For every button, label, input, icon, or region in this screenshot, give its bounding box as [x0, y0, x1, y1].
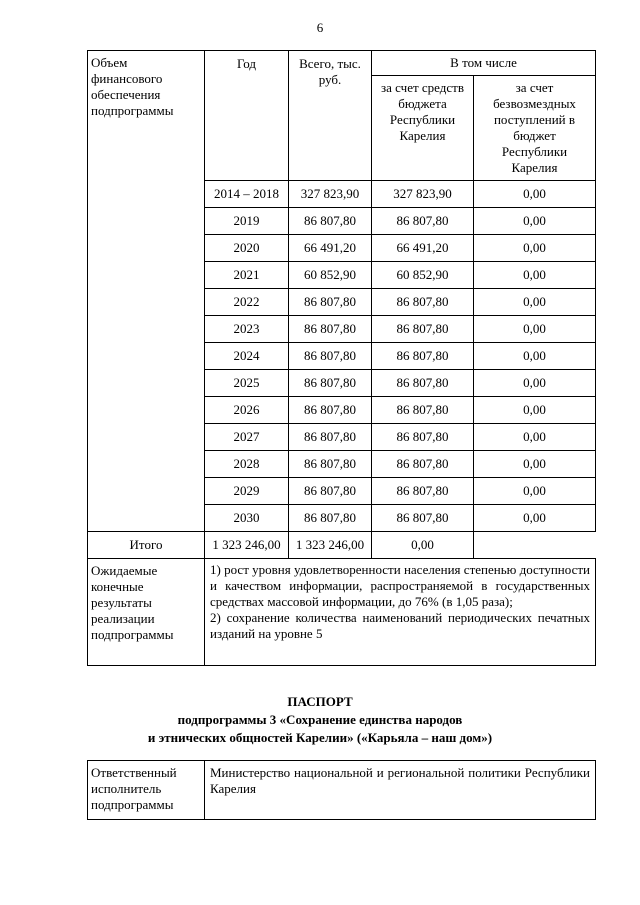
cell-budget: 86 807,80	[372, 316, 474, 343]
passport-subtitle-line2: и этнических общностей Карелии» («Карьяла – наш дом»)	[147, 730, 493, 745]
cell-grants: 0,00	[372, 532, 474, 559]
cell-grants: 0,00	[474, 451, 596, 478]
cell-grants: 0,00	[474, 289, 596, 316]
cell-total: 86 807,80	[289, 424, 372, 451]
cell-year: 2014 – 2018	[205, 181, 289, 208]
cell-grants: 0,00	[474, 478, 596, 505]
cell-total: 86 807,80	[289, 478, 372, 505]
cell-year: 2019	[205, 208, 289, 235]
cell-budget: 86 807,80	[372, 208, 474, 235]
cell-grants: 0,00	[474, 397, 596, 424]
table-row	[88, 532, 596, 559]
cell-total: 86 807,80	[289, 316, 372, 343]
cell-grants: 0,00	[474, 262, 596, 289]
cell-year: 2028	[205, 451, 289, 478]
cell-total: 1 323 246,00	[205, 532, 289, 559]
cell-year: 2026	[205, 397, 289, 424]
cell-budget: 327 823,90	[372, 181, 474, 208]
cell-year: 2025	[205, 370, 289, 397]
cell-grants: 0,00	[474, 316, 596, 343]
finance-label: Объем финансового обеспечения подпрограммы	[88, 51, 205, 532]
header-budget: за счет средств бюджета Республики Карелия	[372, 76, 474, 181]
cell-grants: 0,00	[474, 235, 596, 262]
cell-grants: 0,00	[474, 208, 596, 235]
result-item: 2) сохранение количества наименований периодических печатных изданий на уровне 5	[210, 610, 590, 641]
responsible-table	[87, 760, 596, 820]
cell-year: 2027	[205, 424, 289, 451]
page-number: 6	[316, 20, 324, 35]
header-including: В том числе	[372, 51, 596, 76]
cell-budget: 86 807,80	[372, 451, 474, 478]
cell-year: 2022	[205, 289, 289, 316]
header-year: Год	[205, 51, 289, 181]
passport-subtitle-line1: подпрограммы 3 «Сохранение единства народов	[177, 712, 463, 727]
cell-budget: 86 807,80	[372, 289, 474, 316]
cell-year: 2021	[205, 262, 289, 289]
cell-budget: 86 807,80	[372, 397, 474, 424]
results-text	[205, 559, 596, 666]
result-item: 1) рост уровня удовлетворенности населения степенью доступности и качеством информации, распространяемой в государственных средствах массовой информации, до 76% (в 1,05 раза);	[210, 562, 590, 609]
cell-year: 2020	[205, 235, 289, 262]
cell-grants: 0,00	[474, 424, 596, 451]
cell-budget: 86 807,80	[372, 343, 474, 370]
cell-budget: 86 807,80	[372, 370, 474, 397]
cell-grants: 0,00	[474, 370, 596, 397]
responsible-value: Министерство национальной и региональной политики Республики Карелия	[205, 761, 596, 820]
responsible-label: Ответственный исполнитель подпрограммы	[88, 761, 205, 820]
cell-budget: 86 807,80	[372, 424, 474, 451]
cell-total: 86 807,80	[289, 397, 372, 424]
cell-budget: 66 491,20	[372, 235, 474, 262]
cell-total: 66 491,20	[289, 235, 372, 262]
cell-grants: 0,00	[474, 343, 596, 370]
cell-year: Итого	[88, 532, 205, 559]
cell-grants: 0,00	[474, 181, 596, 208]
cell-grants: 0,00	[474, 505, 596, 532]
cell-total: 86 807,80	[289, 343, 372, 370]
cell-total: 86 807,80	[289, 370, 372, 397]
cell-budget: 86 807,80	[372, 478, 474, 505]
header-total: Всего, тыс. руб.	[289, 51, 372, 181]
results-label: Ожидаемые конечные результаты реализации подпрограммы	[88, 559, 205, 666]
cell-total: 86 807,80	[289, 451, 372, 478]
header-grants: за счет безвозмездных поступлений в бюджет Республики Карелия	[474, 76, 596, 181]
cell-budget: 60 852,90	[372, 262, 474, 289]
cell-total: 86 807,80	[289, 289, 372, 316]
cell-total: 60 852,90	[289, 262, 372, 289]
finance-table	[87, 50, 596, 666]
cell-total: 86 807,80	[289, 208, 372, 235]
cell-budget: 1 323 246,00	[289, 532, 372, 559]
passport-title: ПАСПОРТ	[287, 694, 353, 709]
cell-total: 327 823,90	[289, 181, 372, 208]
cell-year: 2030	[205, 505, 289, 532]
cell-year: 2023	[205, 316, 289, 343]
cell-total: 86 807,80	[289, 505, 372, 532]
cell-year: 2029	[205, 478, 289, 505]
cell-budget: 86 807,80	[372, 505, 474, 532]
cell-year: 2024	[205, 343, 289, 370]
